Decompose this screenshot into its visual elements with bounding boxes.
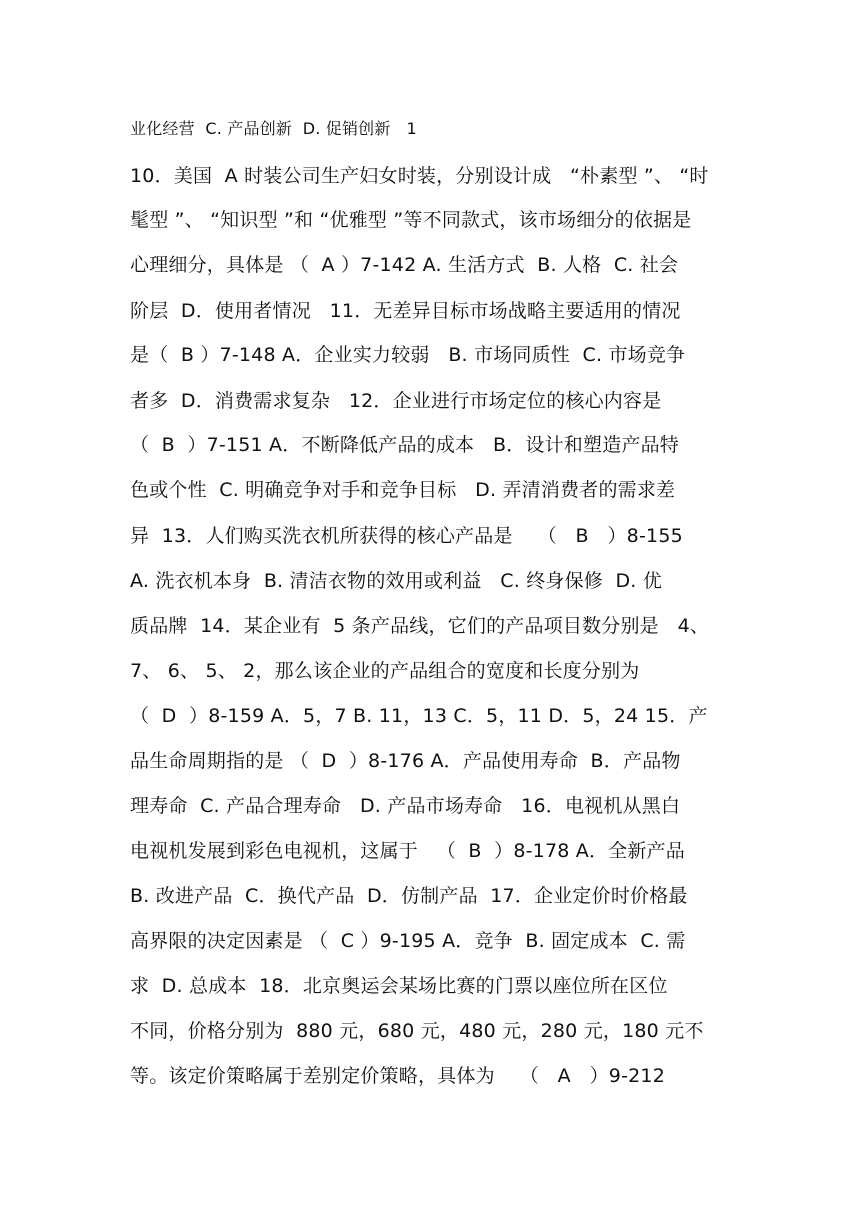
- text-line-18: B. 改进产品 C．换代产品 D．仿制产品 17．企业定价时价格最: [130, 885, 688, 907]
- text-line-8: （ B ）7-151 A．不断降低产品的成本 B．设计和塑造产品特: [130, 434, 679, 456]
- text-line-16: 理寿命 C. 产品合理寿命 D. 产品市场寿命 16．电视机从黑白: [130, 795, 681, 817]
- text-line-15: 品生命周期指的是 （ D ）8-176 A．产品使用寿命 B．产品物: [130, 750, 681, 772]
- text-line-20: 求 D. 总成本 18．北京奥运会某场比赛的门票以座位所在区位: [130, 975, 668, 997]
- text-line-19: 高界限的决定因素是 （ C ）9-195 A．竞争 B. 固定成本 C. 需: [130, 930, 686, 952]
- text-line-10: 异 13．人们购买洗衣机所获得的核心产品是 （ B ）8-155: [130, 525, 683, 547]
- text-line-22: 等。该定价策略属于差别定价策略，具体为 （ A ）9-212: [130, 1065, 666, 1087]
- text-line-5: 阶层 D．使用者情况 11．无差异目标市场战略主要适用的情况: [130, 300, 681, 322]
- text-line-9: 色或个性 C. 明确竞争对手和竞争目标 D. 弄清消费者的需求差: [130, 479, 676, 501]
- text-line-11: A. 洗衣机本身 B. 清洁衣物的效用或利益 C. 终身保修 D. 优: [130, 570, 662, 592]
- text-line-21: 不同，价格分别为 880 元，680 元，480 元，280 元，180 元不: [130, 1020, 704, 1042]
- text-line-14: （ D ）8-159 A．5，7 B. 11，13 C．5，11 D．5，24 15．产: [130, 705, 708, 727]
- text-line-2: 10．美国 A 时装公司生产妇女时装，分别设计成 “朴素型 ”、 “时: [130, 165, 709, 187]
- text-line-12: 质品牌 14．某企业有 5 条产品线，它们的产品项目数分别是 4、: [130, 615, 710, 637]
- text-line-7: 者多 D．消费需求复杂 12．企业进行市场定位的核心内容是: [130, 390, 662, 412]
- text-line-4: 心理细分，具体是 （ A ）7-142 A. 生活方式 B. 人格 C. 社会: [130, 254, 679, 276]
- text-line-17: 电视机发展到彩色电视机，这属于 （ B ）8-178 A．全新产品: [130, 840, 685, 862]
- text-line-3: 髦型 ”、 “知识型 ”和 “优雅型 ”等不同款式，该市场细分的依据是: [130, 209, 692, 231]
- text-line-6: 是（ B ）7-148 A．企业实力较弱 B. 市场同质性 C. 市场竞争: [130, 344, 686, 366]
- text-line-1: 业化经营 C. 产品创新 D. 促销创新 1: [130, 119, 417, 138]
- text-line-13: 7、 6、 5、 2，那么该企业的产品组合的宽度和长度分别为: [130, 660, 640, 682]
